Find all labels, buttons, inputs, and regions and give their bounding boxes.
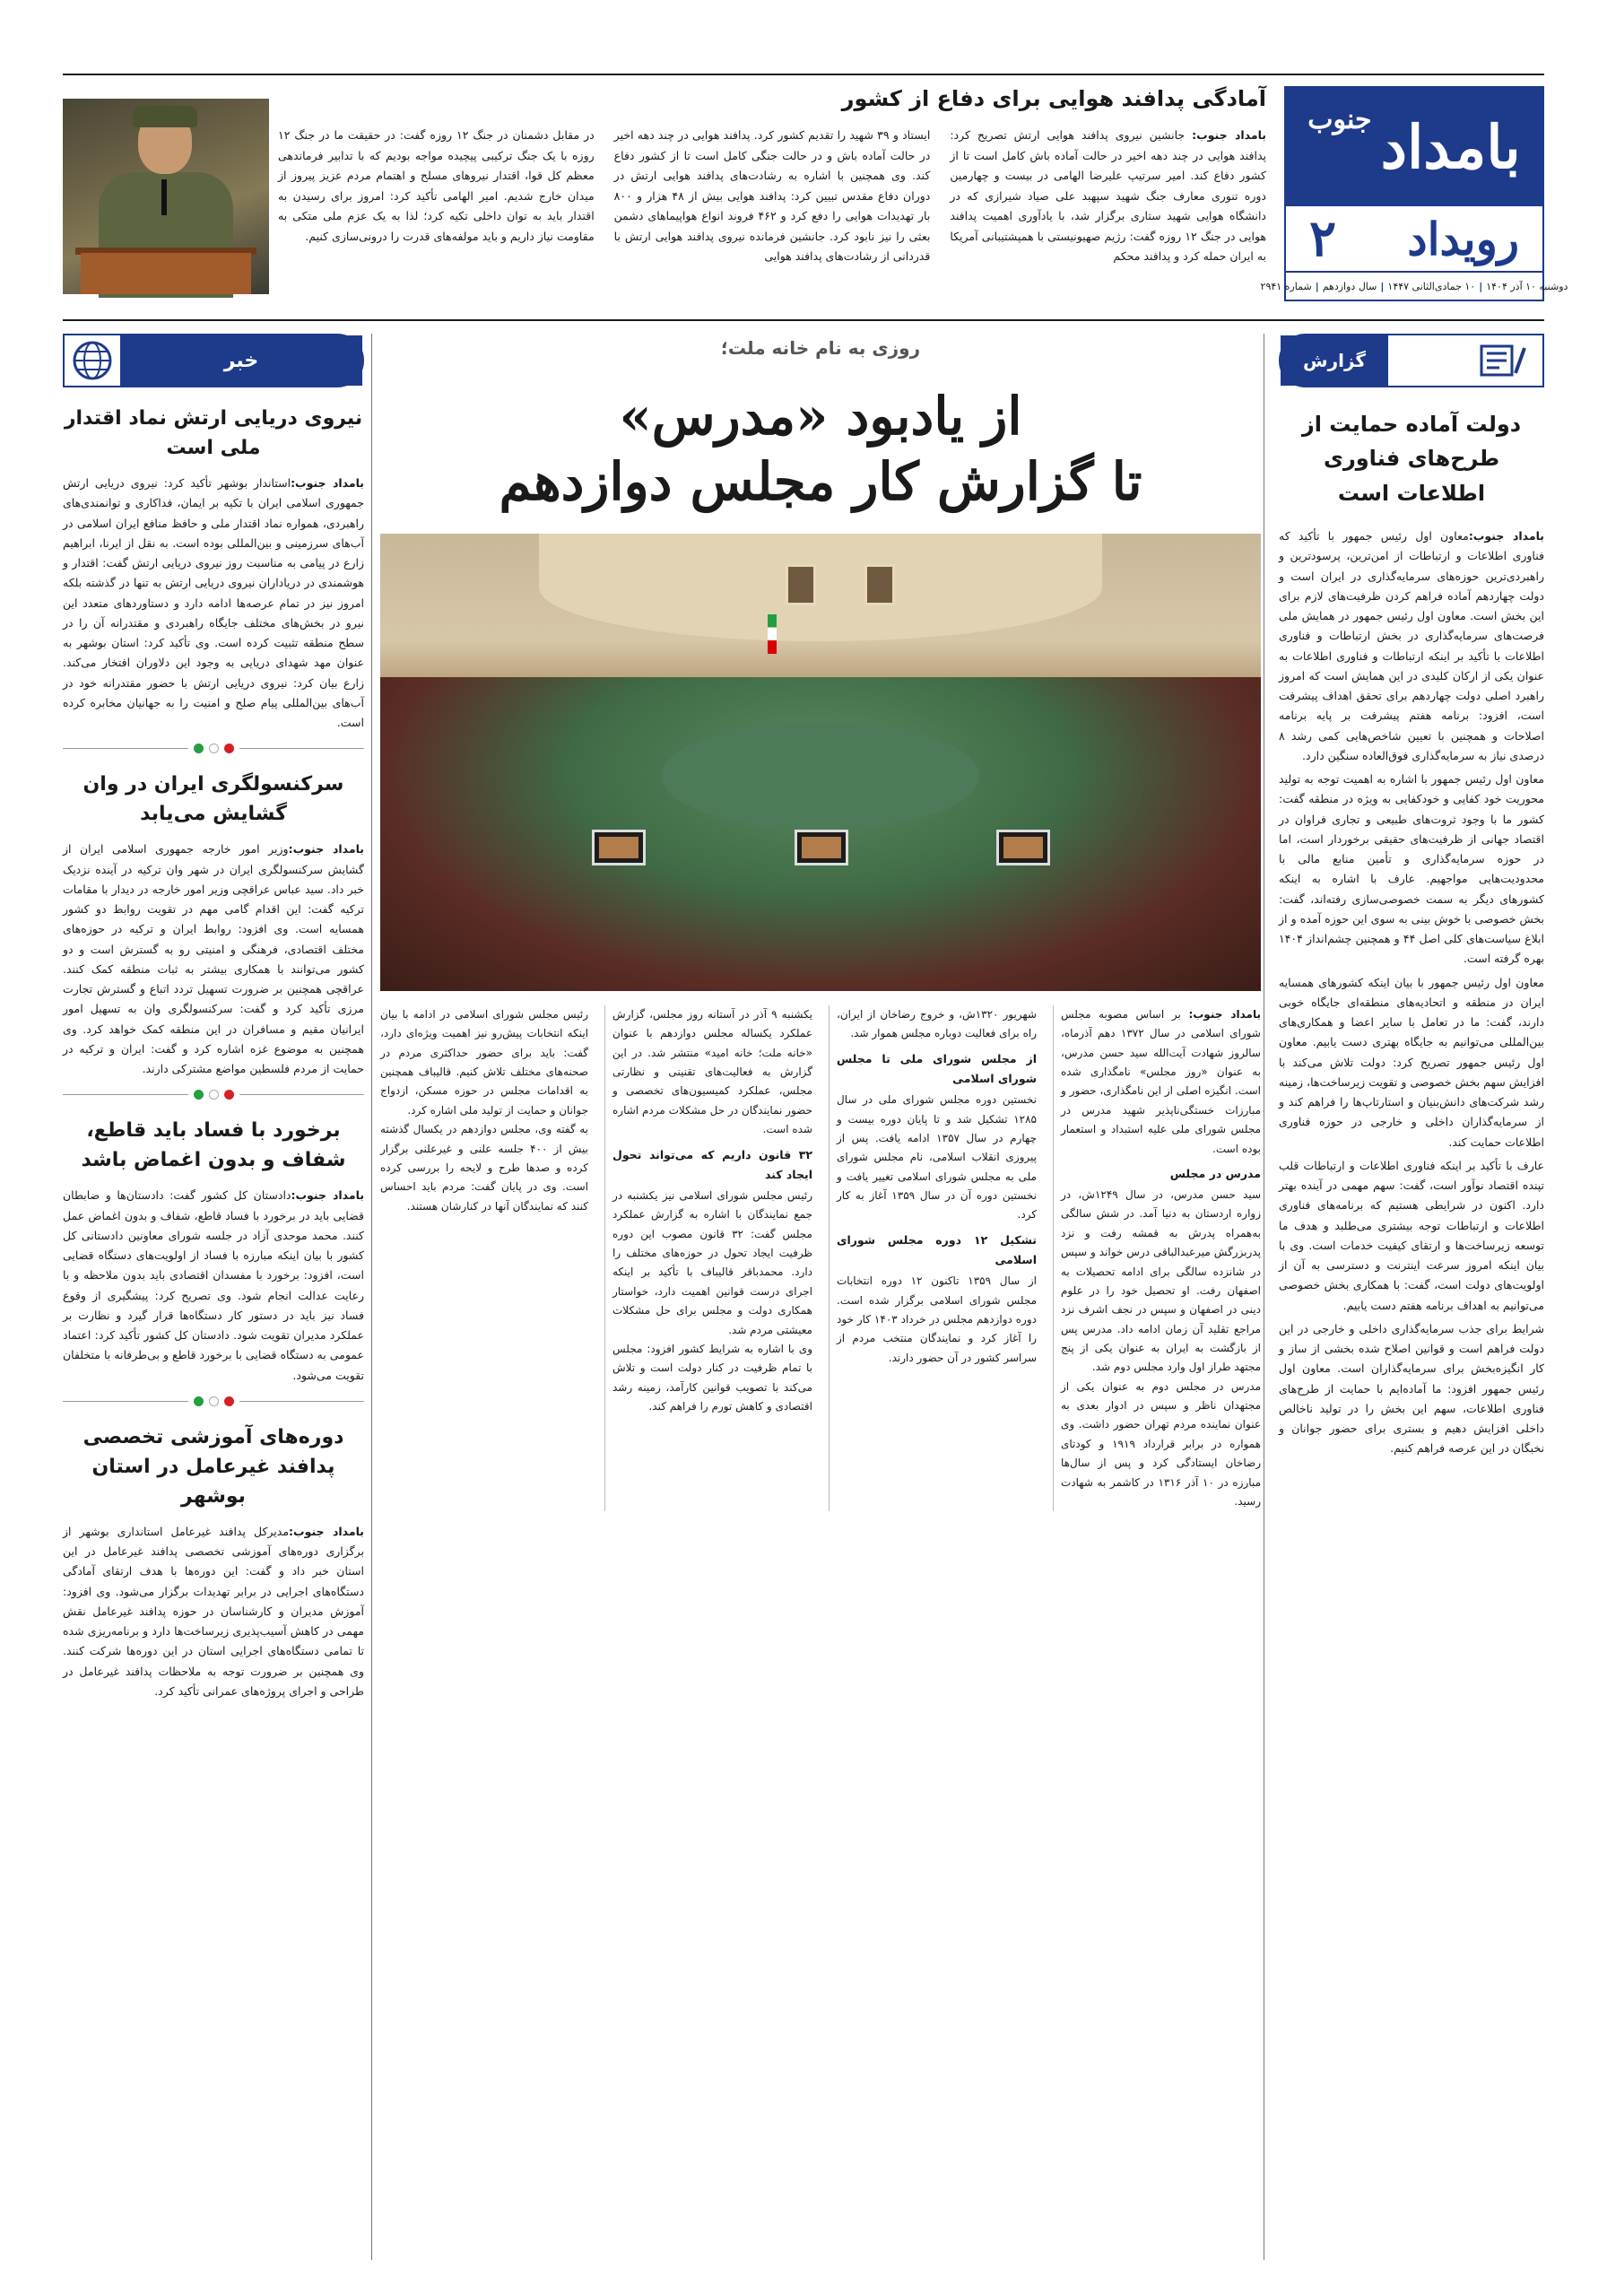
masthead xyxy=(1260,86,1568,301)
news-kicker-label: خبر xyxy=(120,335,362,386)
date-hijri: ۱۰ جمادی‌الثانی ۱۴۴۷ xyxy=(1387,280,1476,292)
report-paragraph: بامداد جنوب:معاون اول رئیس جمهور با تأکید که فناوری اطلاعات و ارتباطات از امن‌ترین، پرسودترین و راهبردی‌ترین حوزه‌های سرمایه‌گذاری در ایران است و دولت چهاردهم آماده فراهم کردن ظرفیت‌های لازم برای این بخش است. معاون اول رئیس جمهور در همایش ملی فرصت‌های سرمایه‌گذاری در بخش ارتباطات و فناوری اطلاعات با تأکید بر اینکه ارتباطات و فناوری اطلاعات به عنوان یکی از ارکان کلیدی در این همایش است که امروز راهبرد اصلی دولت چهاردهم برای تحقق اهداف پیشرفت است، افزود: برنامه هفتم پیشرفت بر پایه برنامه اصلاحات و همچنین با تعیین شاخص‌هایی کمی رشد ۸ درصدی نیاز به سرمایه‌گذاری فوق‌العاده سنگین دارد. xyxy=(1279,529,1544,762)
report-paragraph: معاون اول رئیس جمهور با اشاره به اهمیت توجه به تولید محوریت خود کفایی و خودکفایی به ویژه در منطقه گفت: کشور ما با وجود ثروت‌های طبیعی و تجاری فراوان در اقتصاد جهانی از ظرفیت‌های حقیقی برخوردار است، اما در حوزه سرمایه‌گذاری و تأمین منابع مالی با محدودیت‌هایی مواجهیم. عارف با اشاره به اینکه کشورهای دیگر به سمت خصوصی‌سازی رفته‌اند، گفت: بخش خصوصی با خوش بینی به سوی این حوزه آمده و از ابلاغ سیاست‌های کلی اصل ۴۴ و همچنین چشم‌انداز ۱۴۰۴ بهره گرفته است. xyxy=(1279,772,1544,966)
news-body: بامداد جنوب:استاندار بوشهر تأکید کرد: نیروی دریایی ارتش جمهوری اسلامی ایران با تکیه بر ایمان، فداکاری و توانمندی‌های راهبردی، همواره نماد اقتدار ملی و حافظ منافع ایران اسلامی در آب‌های سرزمینی و بین‌المللی بوده است. به نقل از ایرنا، ابراهیم زارع در پیامی به مناسبت روز نیروی دریایی ارتش گفت: اقتدار و هوشمندی در دریاداران نیروی دریایی ارتش به تنها در گذشته بلکه امروز نیز در تمام عرصه‌ها ادامه دارد و دستاوردهای متعدد این نیرو در بخش‌های مختلف جایگاه راهبردی و مقتدرانه آن را در سطح منطقه تثبیت کرده است. وی تأکید کرد: استان بوشهر به عنوان مهد شهدای دریایی به وجود این دلاوران افتخار می‌کند. زارع بیان کرد: نیروی دریایی ارتش با حضور مقتدرانه خود در آب‌های بین‌المللی پیام صلح و امنیت را به جهانیان مخابره کرده است. xyxy=(63,476,364,729)
main-story-subhead: ۳۲ قانون داریم که می‌تواند تحول ایجاد کند xyxy=(612,1147,812,1181)
news-title: سرکنسولگری ایران در وان گشایش می‌یابد xyxy=(83,773,344,826)
report-title: دولت آماده حمایت از طرح‌های فناوری اطلاعات است xyxy=(1301,412,1522,506)
top-story xyxy=(278,86,1266,301)
top-story-column: بامداد جنوب: جانشین نیروی پدافند هوایی ارتش تصریح کرد: پدافند هوایی در چند دهه اخیر در حالت آماده باش کامل است تا از کشور دفاع کند. امیر سرتیپ علیرضا الهامی در بیست و چهارمین دوره تنوری معارف جنگ شهید سپهبد علی صیاد شیرازی که در دانشگاه هوایی شهید ستاری برگزار شد، با یادآوری اهمیت پدافند هوایی در جنگ ۱۲ روزه گفت: رژیم صهیونیستی با همپشتیبانی آمریکا به ایران حمله کرد و پدافند محکم xyxy=(950,128,1267,263)
top-story-column: ایستاد و ۳۹ شهید را تقدیم کشور کرد. پدافند هوایی در چند دهه اخیر در حالت آماده باش و در حالت جنگی کامل است تا از کشور دفاع کند. وی همچنین با اشاره به رشادت‌های پدافند هوایی ارتش در دوران دفاع مقدس تبیین کرد: پدافند هوایی بیش از ۴۸ هزار و ۸۰۰ بار تهدیدات هوایی را دفع کرد و ۴۶۲ فروند انواع هواپیماهای دشمن بعثی را نیز نابود کرد. جانشین فرمانده نیروی پدافند هوایی ارتش با قدردانی از رشادت‌های پدافند هوایی xyxy=(613,128,931,263)
masthead-dateline: دوشنبه ۱۰ آذر ۱۴۰۴ | ۱۰ جمادی‌الثانی ۱۴۴۷ | سال دوازدهم | شماره ۲۹۴۱ xyxy=(1286,271,1542,300)
report-kicker xyxy=(1279,334,1544,387)
top-story-column: در مقابل دشمنان در جنگ ۱۲ روزه گفت: در حقیقت ما در جنگ ۱۲ روزه با یک جنگ ترکیبی پیچیده مواجه بودیم که با تدابیر فرماندهی معظم کل قوا، اقتدار نیروهای مسلح و اهتمام مردم عزیز پیروز از میدان خارج شدیم. امیر الهامی تأکید کرد: امروز برای رسیدن به اقتدار باید به توان داخلی تکیه کرد؛ لذا به یک عزم ملی متکی به مقاومت نیاز داریم و باید مولفه‌های قدرت را درونی‌سازی کنیم. xyxy=(278,128,595,243)
globe-icon xyxy=(72,340,113,381)
news-body: بامداد جنوب:مدیرکل پدافند غیرعامل استانداری بوشهر از برگزاری دوره‌های آموزشی تخصصی پدافند غیرعامل در این استان خبر داد و گفت: این دوره‌ها با هدف ارتقای آمادگی دستگاه‌های اجرایی در برابر تهدیدات برگزار می‌شود. وی افزود: آموزش مدیران و کارشناسان در حوزه پدافند غیرعامل نقش مهمی در کاهش آسیب‌پذیری زیرساخت‌ها دارد و برنامه‌ریزی شده تا تمامی دستگاه‌های اجرایی استان در این دوره‌ها شرکت کنند. وی همچنین بر ضرورت توجه به ملاحظات پدافند غیرعامل در طراحی و اجرای پروژه‌های عمرانی تأکید کرد. xyxy=(63,1524,364,1698)
news-kicker xyxy=(63,334,364,387)
news-title: نیروی دریایی ارتش نماد اقتدار ملی است xyxy=(64,407,363,459)
main-story-subhead: تشکیل ۱۲ دوره مجلس شورای اسلامی xyxy=(837,1232,1038,1266)
section-divider xyxy=(63,319,1544,321)
date-persian: دوشنبه ۱۰ آذر ۱۴۰۴ xyxy=(1486,280,1568,292)
top-story-columns xyxy=(278,126,1266,267)
main-story-subhead: از مجلس شورای ملی تا مجلس شورای اسلامی xyxy=(837,1051,1037,1085)
main-story-column: شهریور ۱۳۲۰ش، و خروج رضاخان از ایران، راه برای فعالیت دوباره مجلس هموار شد. از مجلس شورای ملی تا مجلس شورای اسلامی نخستین دوره مجلس شورای ملی در سال ۱۲۸۵ تشکیل شد و تا پایان دوره بیست و چهارم در سال ۱۳۵۷ ادامه یافت. پس از پیروزی انقلاب اسلامی، نام مجلس شورای ملی به مجلس شورای اسلامی تغییر یافت و نخستین دوره آن در سال ۱۳۵۹ آغاز به کار کرد. تشکیل ۱۲ دوره مجلس شورای اسلامی از سال ۱۳۵۹ تاکنون ۱۲ دوره انتخابات مجلس شورای اسلامی برگزار شده است. دوره دوازدهم مجلس در خرداد ۱۴۰۳ کار خود را آغاز کرد و نمایندگان منتخب مردم از سراسر کشور در آن حضور دارند. xyxy=(829,1005,1037,1511)
report-column xyxy=(1279,334,1544,1463)
top-rule xyxy=(63,74,1544,75)
newspaper-logo: بامداد xyxy=(1380,112,1521,182)
main-headline: از یادبود «مدرس» تا گزارش کار مجلس دوازدهم xyxy=(499,386,1142,512)
report-body xyxy=(1279,526,1544,1459)
issue-number: شماره ۲۹۴۱ xyxy=(1260,280,1312,292)
news-separator xyxy=(63,744,364,753)
masthead-section-row xyxy=(1286,206,1542,271)
news-body: بامداد جنوب:وزیر امور خارجه جمهوری اسلامی ایران از گشایش سرکنسولگری ایران در شهر وان ترکیه در آینده نزدیک خبر داد. سید عباس عراقچی وزیر امور خارجه در دیدار با مقامات ترکیه گفت: این اقدام گامی مهم در تقویت روابط دو کشور همسایه است. وی افزود: روابط ایران و ترکیه در حوزه‌های مختلف اقتصادی، فرهنگی و امنیتی رو به گسترش است و دو کشور می‌توانند با همکاری بیشتر به ثبات منطقه کمک کنند. عراقچی همچنین بر ضرورت تسهیل تردد اتباع و گسترش تجارت مرزی تأکید کرد و گفت: سرکنسولگری وان به تسهیل امور ایرانیان مقیم و مسافران در این منطقه کمک خواهد کرد. وی همچنین به موضوع غزه اشاره کرد و گفت: ایران و ترکیه در حمایت از مردم فلسطین مواضع مشترکی دارند. xyxy=(63,842,364,1075)
main-story-supertitle: روزی به نام خانه ملت؛ xyxy=(720,337,921,359)
parliament-photo xyxy=(380,534,1261,991)
column-divider xyxy=(371,334,372,2260)
commander-photo xyxy=(63,99,269,294)
section-name: رویداد xyxy=(1407,212,1519,265)
main-story-subhead: مدرس در مجلس xyxy=(1169,1166,1261,1180)
top-story-title: آمادگی پدافند هوایی برای دفاع از کشور xyxy=(841,86,1266,111)
page-number: ۲ xyxy=(1309,209,1337,268)
news-title: دوره‌های آموزشی تخصصی پدافند غیرعامل در استان بوشهر xyxy=(83,1425,344,1508)
masthead-logo-block xyxy=(1286,88,1542,206)
news-title: برخورد با فساد باید قاطع، شفاف و بدون اغماض باشد xyxy=(81,1119,346,1172)
main-story xyxy=(380,334,1261,1511)
report-kicker-label: گزارش xyxy=(1281,335,1388,386)
volume-year: سال دوازدهم xyxy=(1322,280,1377,292)
news-body: بامداد جنوب:دادستان کل کشور گفت: دادستان‌ها و ضابطان قضایی باید در برخورد با فساد قاطع، شفاف و بدون اغماض عمل کنند. محمد موحدی آزاد در جلسه شورای معاونین دادستانی کل کشور با بیان اینکه مبارزه با فساد از اولویت‌های دستگاه قضایی است، افزود: برخورد با مفسدان اقتصادی باید بدون ملاحظه و با رعایت عدالت انجام شود. وی تصریح کرد: پیشگیری از وقوع فساد نیز باید در دستور کار دستگاه‌ها قرار گیرد و نظارت بر عملکرد مدیران تقویت شود. دادستان کل کشور تأکید کرد: اعتماد عمومی به دستگاه قضایی با برخورد قاطع و بی‌طرفانه با متخلفان تقویت می‌شود. xyxy=(63,1188,365,1382)
report-paragraph: معاون اول رئیس جمهور با بیان اینکه کشورهای همسایه ایران در منطقه و اتحادیه‌های منطقه‌ای جایگاه خوبی دارند، گفت: ما در تعامل با سایر اعضا و همکاری‌های بین‌المللی می‌توانیم به جایگاه بهتری دست یابیم. معاون اول رئیس جمهور تصریح کرد: دولت تلاش می‌کند با افزایش سهم بخش خصوصی و تقویت زیرساخت‌ها، زمینه رشد شرکت‌های دانش‌بنیان و استارتاپ‌ها را فراهم کند و از سرمایه‌گذاران داخلی و خارجی در حوزه فناوری اطلاعات حمایت کند. xyxy=(1279,975,1544,1149)
main-story-column: یکشنبه ۹ آذر در آستانه روز مجلس، گزارش عملکرد یکساله مجلس دوازدهم با عنوان «خانه ملت؛ خانه امید» منتشر شد. در این گزارش به فعالیت‌های تقنینی و نظارتی مجلس، عملکرد کمیسیون‌های تخصصی و حضور نمایندگان در حل مشکلات مردم اشاره شده است. ۳۲ قانون داریم که می‌تواند تحول ایجاد کند رئیس مجلس شورای اسلامی نیز یکشنبه در جمع نمایندگان با اشاره به گزارش عملکرد مجلس گفت: ۳۲ قانون مصوب این دوره ظرفیت ایجاد تحول در حوزه‌های مختلف را دارد. محمدباقر قالیباف با تأکید بر اینکه اجرای درست قوانین اهمیت دارد، خواستار همکاری دولت و مجلس برای حل مشکلات معیشتی مردم شد. وی با اشاره به شرایط کشور افزود: مجلس با تمام ظرفیت در کنار دولت است و تلاش می‌کند با تصویب قوانین کارآمد، زمینه رشد اقتصادی و کاهش تورم را فراهم کند. xyxy=(604,1005,812,1511)
newspaper-pen-icon xyxy=(1480,343,1526,378)
main-story-column: بامداد جنوب: بر اساس مصوبه مجلس شورای اسلامی در سال ۱۳۷۲ دهم آذرماه، سالروز شهادت آیت‌الله سید حسن مدرس، به عنوان «روز مجلس» نامگذاری شده است. انگیزه اصلی از این نامگذاری، حضور و مبارزات خستگی‌ناپذیر شهید مدرس در مجلس شورای ملی علیه استبداد و استعمار بوده است. مدرس در مجلس سید حسن مدرس، در سال ۱۲۴۹ش، در زواره اردستان به دنیا آمد. در شش سالگی به‌همراه پدرش به قمشه رفت و نزد پدربزرگش میرعبدالباقی درس خواند و سپس در شانزده سالگی برای ادامه تحصیلات به اصفهان رفت. او تحصیل خود را در علوم دینی در اصفهان و سپس در نجف اشرف نزد مراجع تقلید آن زمان ادامه داد. مدرس پس از بازگشت به ایران به عنوان یکی از پنج مجتهد طراز اول وارد مجلس دوم شد. مدرس در مجلس دوم به عنوان یکی از مجتهدان ناظر و سپس در ادوار بعدی به عنوان نماینده مردم تهران حضور داشت. وی همواره در برابر قرارداد ۱۹۱۹ و کودتای رضاخان ایستادگی کرد و پس از سال‌ها مبارزه در ۱۰ آذر ۱۳۱۶ در کاشمر به شهادت رسید. xyxy=(1053,1005,1261,1511)
report-paragraph: شرایط برای جذب سرمایه‌گذاری داخلی و خارجی در این دولت فراهم است و قوانین اصلاح شده بخشی از ساز و کار انگیزه‌بخش برای سرمایه‌گذاران است. معاون اول رئیس جمهور افزود: ما آماده‌ایم با حمایت از طرح‌های فناوری اطلاعات، سهم این بخش را در تولید ناخالص داخلی افزایش دهیم و بستری برای حضور جوانان و نخبگان در این عرصه فراهم کنیم. xyxy=(1279,1321,1544,1456)
news-separator xyxy=(63,1396,364,1406)
news-separator xyxy=(63,1090,364,1100)
news-column xyxy=(63,334,364,1701)
main-story-columns xyxy=(380,1005,1261,1511)
report-paragraph: عارف با تأکید بر اینکه فناوری اطلاعات و ارتباطات قلب تپنده اقتصاد نوآور است، گفت: سهم مهمی در آینده بهتر دارد. اکنون در شرایطی هستیم که برنامه‌های فناوری اطلاعات و ارتباطات توجه بیشتری می‌طلبد و هدف ما توسعه زیرساخت‌ها و ارتقای کیفیت خدمات است. وی با بیان اینکه امروز سرعت اینترنت و دسترسی به آن از اولویت‌های دولت است، گفت: با همکاری بخش خصوصی می‌توانیم به اهداف برنامه هفتم دست یابیم. xyxy=(1279,1158,1544,1312)
newspaper-logo-sub: جنوب xyxy=(1307,104,1372,135)
main-story-column: رئیس مجلس شورای اسلامی در ادامه با بیان اینکه انتخابات پیش‌رو نیز اهمیت ویژه‌ای دارد، گفت: باید برای حضور حداکثری مردم در صحنه‌های مختلف تلاش کنیم. قالیباف همچنین به اقدامات مجلس در حوزه مسکن، ازدواج جوانان و حمایت از تولید ملی اشاره کرد. به گفته وی، مجلس دوازدهم در یکسال گذشته بیش از ۴۰۰ جلسه علنی و غیرعلنی برگزار کرده و صدها طرح و لایحه را بررسی کرده است. وی در پایان گفت: مردم باید احساس کنند که نمایندگان آنها در کنارشان هستند. xyxy=(380,1008,588,1213)
